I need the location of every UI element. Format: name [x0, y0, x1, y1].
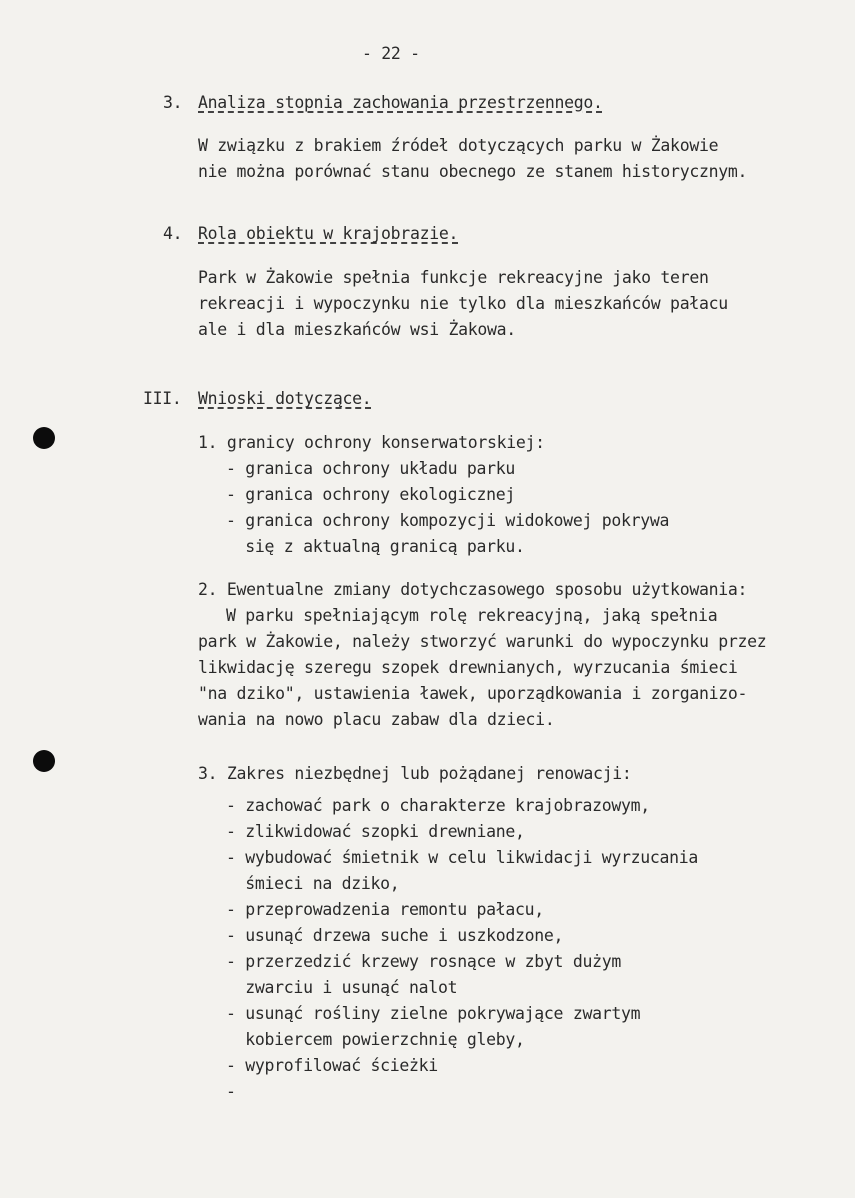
punch-hole: [33, 427, 55, 449]
list-item: - usunąć rośliny zielne pokrywające zwartym: [226, 1004, 641, 1023]
page-number: - 22 -: [362, 44, 420, 63]
text-line: W parku spełniającym rolę rekreacyjną, jaką spełnia: [226, 606, 718, 625]
text-line: W związku z brakiem źródeł dotyczących parku w Żakowie: [198, 136, 719, 155]
list-item: - granica ochrony układu parku: [226, 459, 516, 478]
text-line: park w Żakowie, należy stworzyć warunki do wypoczynku przez: [198, 632, 767, 651]
text-line: wania na nowo placu zabaw dla dzieci.: [198, 710, 555, 729]
section-4-heading: Rola obiektu w krajobrazie.: [198, 224, 459, 243]
list-item: - zachować park o charakterze krajobrazowym,: [226, 796, 650, 815]
list-item: -: [226, 1082, 236, 1101]
list-item: - przeprowadzenia remontu pałacu,: [226, 900, 544, 919]
list-item: się z aktualną granicą parku.: [226, 537, 525, 556]
list-item: - granica ochrony ekologicznej: [226, 485, 516, 504]
text-line: ale i dla mieszkańców wsi Żakowa.: [198, 320, 516, 339]
list-item: - wybudować śmietnik w celu likwidacji wyrzucania: [226, 848, 699, 867]
list-item: zwarciu i usunąć nalot: [226, 978, 458, 997]
text-line: nie można porównać stanu obecnego ze stanem historycznym.: [198, 162, 748, 181]
section-4-number: 4.: [163, 224, 183, 243]
list-item: - granica ochrony kompozycji widokowej pokrywa: [226, 511, 670, 530]
list-item: - wyprofilować ścieżki: [226, 1056, 438, 1075]
section-III-heading: Wnioski dotyczące.: [198, 389, 372, 408]
text-line: Park w Żakowie spełnia funkcje rekreacyjne jako teren: [198, 268, 709, 287]
list-item: - przerzedzić krzewy rosnące w zbyt dużym: [226, 952, 621, 971]
text-line: likwidację szeregu szopek drewnianych, wyrzucania śmieci: [198, 658, 738, 677]
list-item: - usunąć drzewa suche i uszkodzone,: [226, 926, 564, 945]
section-III-number: III.: [143, 389, 182, 408]
list-item: - zlikwidować szopki drewniane,: [226, 822, 525, 841]
text-line: rekreacji i wypoczynku nie tylko dla mieszkańców pałacu: [198, 294, 728, 313]
item-1-title: 1. granicy ochrony konserwatorskiej:: [198, 433, 545, 452]
list-item: kobiercem powierzchnię gleby,: [226, 1030, 525, 1049]
item-2-title: 2. Ewentualne zmiany dotychczasowego sposobu użytkowania:: [198, 580, 748, 599]
list-item: śmieci na dziko,: [226, 874, 400, 893]
item-3-title: 3. Zakres niezbędnej lub pożądanej renowacji:: [198, 764, 632, 783]
section-3-number: 3.: [163, 93, 183, 112]
text-line: "na dziko", ustawienia ławek, uporządkowania i zorganizo-: [198, 684, 748, 703]
punch-hole: [33, 750, 55, 772]
section-3-heading: Analiza stopnia zachowania przestrzennego.: [198, 93, 603, 112]
